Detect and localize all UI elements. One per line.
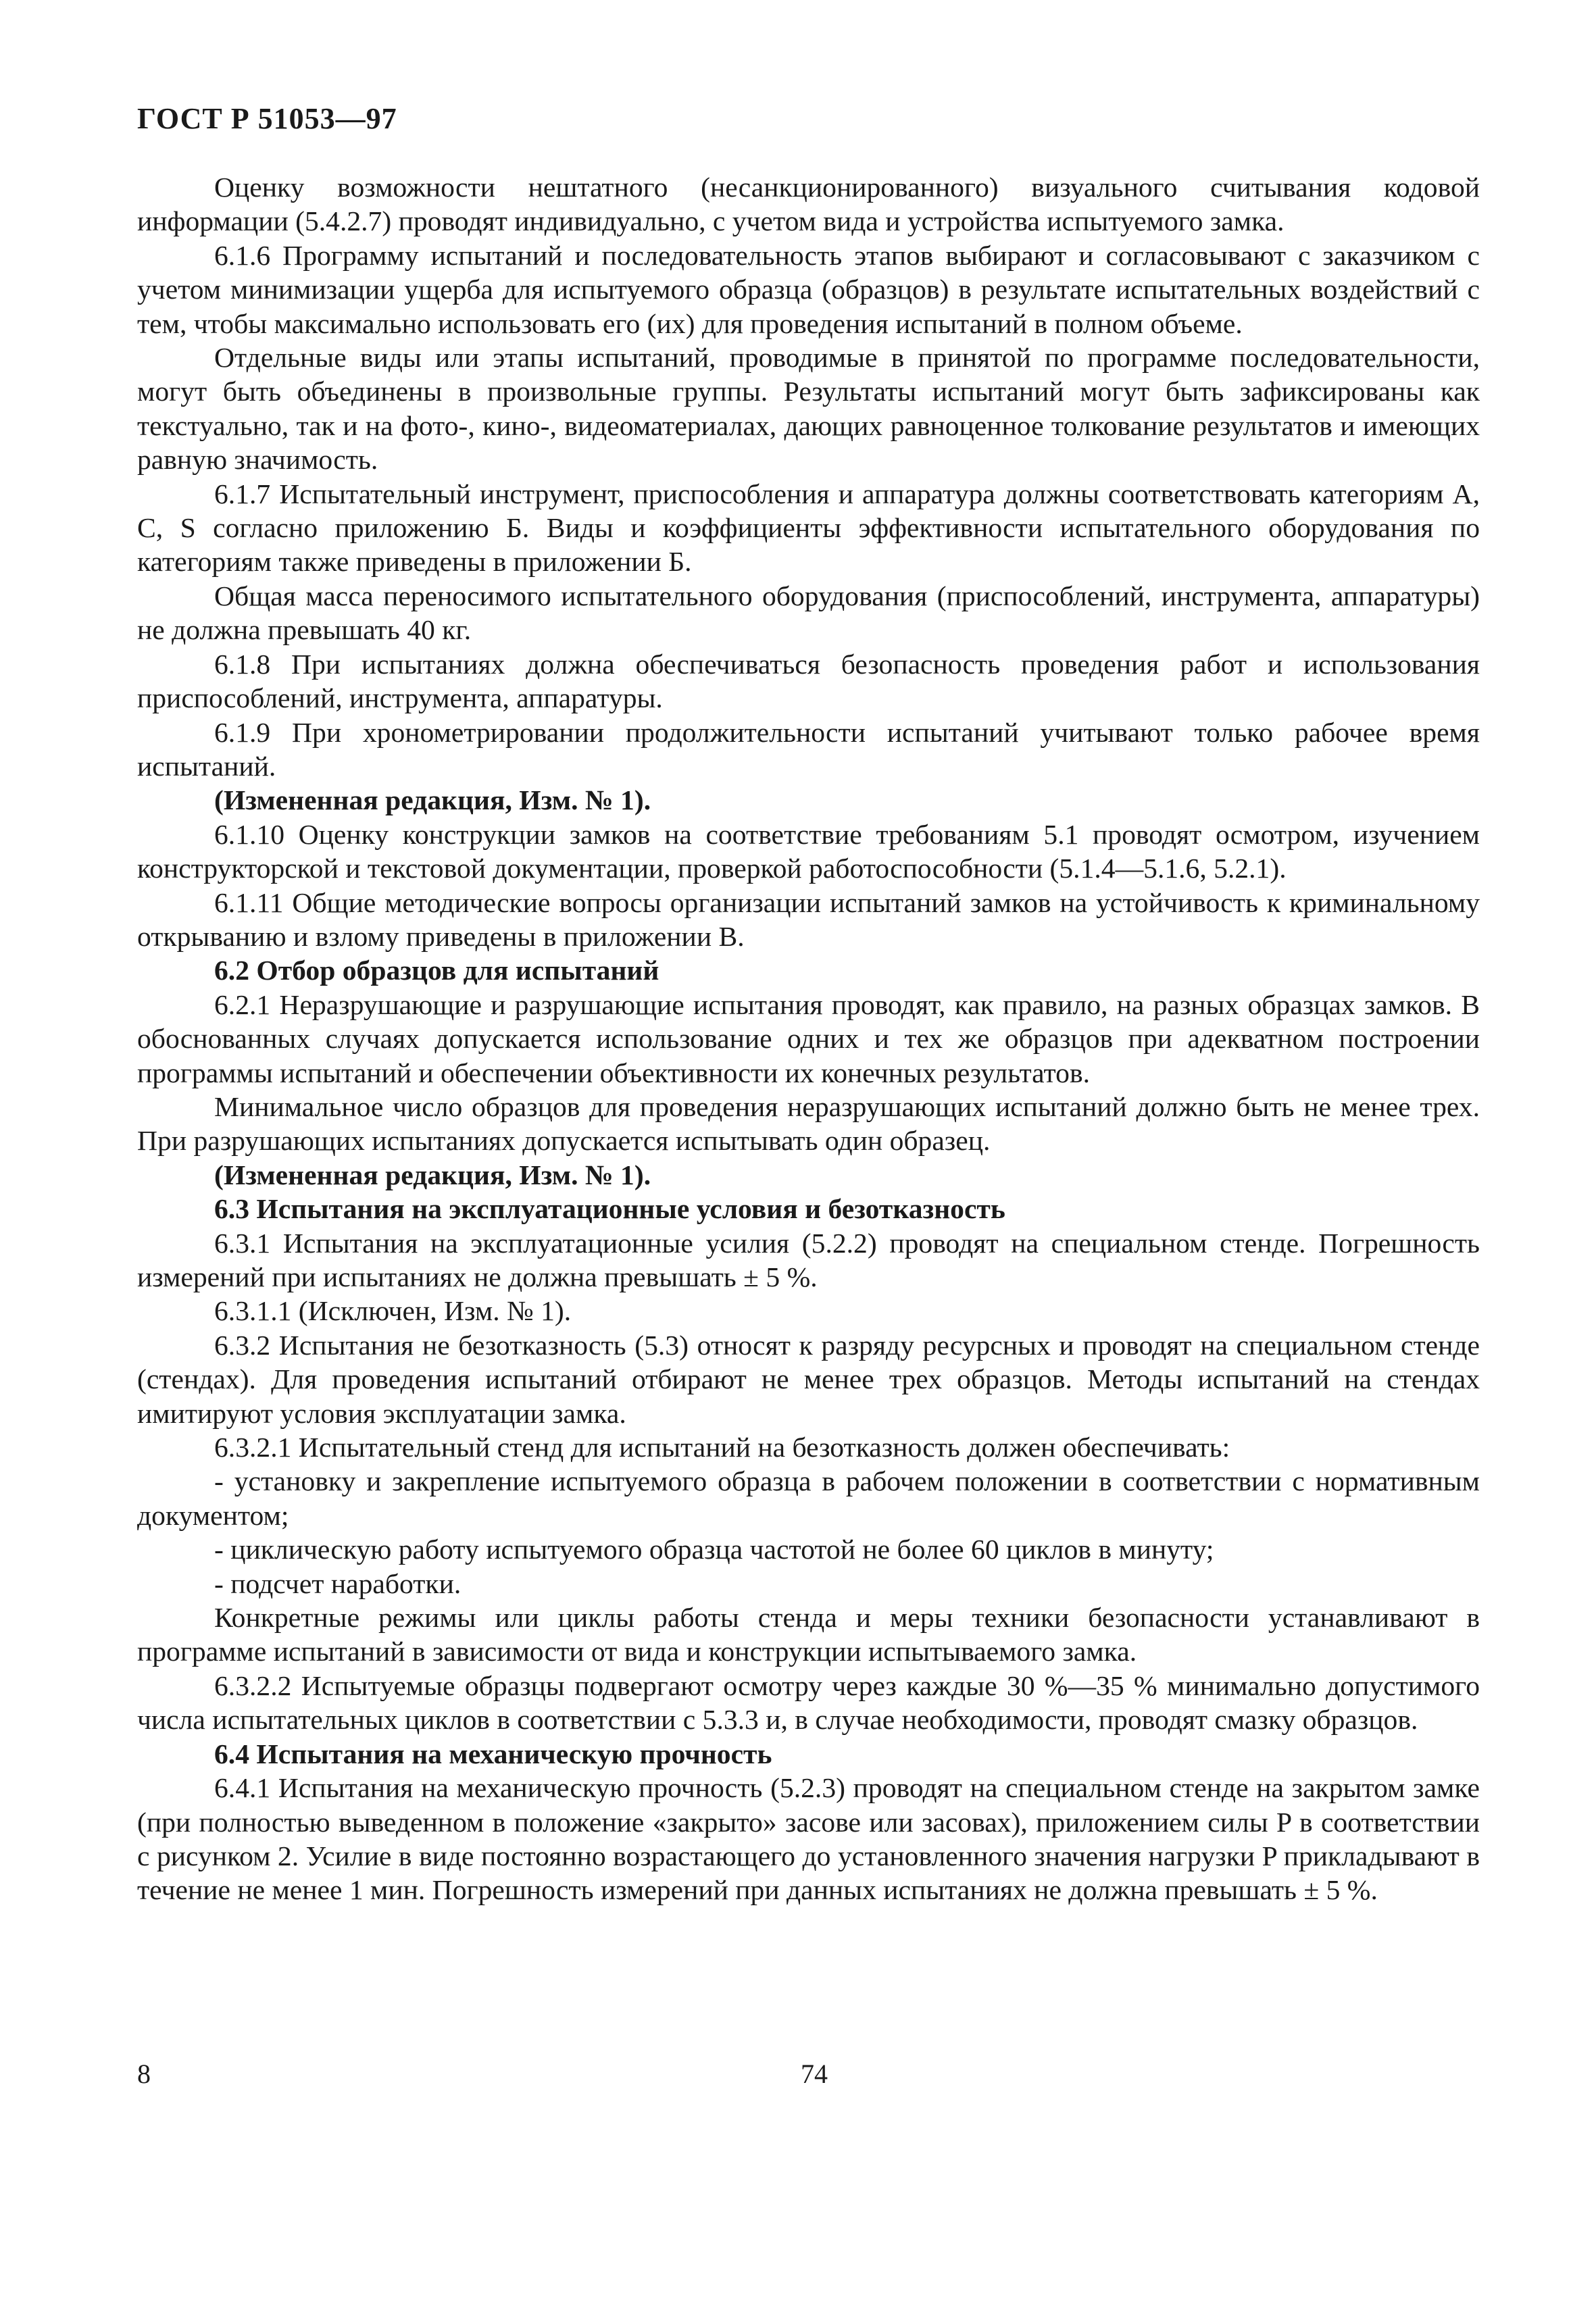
paragraph: 6.1.10 Оценку конструкции замков на соответствие требованиям 5.1 проводят осмотром, изучением конструкторской и текстовой документации, проверкой работоспособности (5.1.4—5.1.6, 5.2.1). (137, 818, 1480, 884)
list-item: - подсчет наработки. (214, 1567, 462, 1599)
paragraph: 6.2.1 Неразрушающие и разрушающие испытания проводят, как правило, на разных образцах замков. В обоснованных случаях допускается использование одних и тех же образцов при адекватном построении программы испытаний и обеспечении объективности их конечных результатов. (137, 988, 1480, 1088)
paragraph: 6.1.8 При испытаниях должна обеспечиваться безопасность проведения работ и использования приспособлений, инструмента, аппаратуры. (137, 648, 1480, 714)
paragraph: Общая масса переносимого испытательного оборудования (приспособлений, инструмента, аппаратуры) не должна превышать 40 кг. (137, 580, 1480, 646)
paragraph: Оценку возможности нештатного (несанкционированного) визуального считывания кодовой информации (5.4.2.7) проводят индивидуально, с учетом вида и устройства испытуемого замка. (137, 172, 1480, 237)
section-heading: 6.2 Отбор образцов для испытаний (214, 955, 659, 986)
amendment-note: (Измененная редакция, Изм. № 1). (214, 1159, 651, 1190)
paragraph: 6.4.1 Испытания на механическую прочность (5.2.3) проводят на специальном стенде на закрытом замке (при полностью выведенном в положение «закрыто» засове или засовах), приложением силы P в соответствии с рисунком 2. Усилие в виде постоянно возрастающего до установленного значения нагрузки P прикладывают в течение не менее 1 мин. Погрешность измерений при данных испытаниях не должна превышать ± 5 %. (137, 1772, 1480, 1906)
paragraph: 6.3.2.1 Испытательный стенд для испытаний на безотказность должен обеспечивать: (214, 1432, 1230, 1463)
paragraph: 6.3.1 Испытания на эксплуатационные усилия (5.2.2) проводят на специальном стенде. Погрешность измерений при испытаниях не должна превышать ± 5 %. (137, 1227, 1480, 1292)
paragraph: 6.1.11 Общие методические вопросы организации испытаний замков на устойчивость к криминальному открыванию и взлому приведены в приложении В. (137, 886, 1480, 952)
paragraph: 6.1.9 При хронометрировании продолжительности испытаний учитывают только рабочее время испытаний. (137, 716, 1480, 782)
page-number-center: 74 (801, 2059, 828, 2089)
paragraph: Минимальное число образцов для проведения неразрушающих испытаний должно быть не менее трех. При разрушающих испытаниях допускается испытывать один образец. (137, 1090, 1480, 1157)
amendment-note: (Измененная редакция, Изм. № 1). (214, 784, 651, 816)
paragraph: Конкретные режимы или циклы работы стенда и меры техники безопасности устанавливают в программе испытаний в зависимости от вида и конструкции испытываемого замка. (137, 1602, 1480, 1667)
section-heading: 6.3 Испытания на эксплуатационные условия и безотказность (214, 1193, 1005, 1225)
list-item: - установку и закрепление испытуемого образца в рабочем положении в соответствии с нормативным документом; (137, 1465, 1480, 1531)
paragraph: Отдельные виды или этапы испытаний, проводимые в принятой по программе последовательности, могут быть объединены в произвольные группы. Результаты испытаний могут быть зафиксированы как текстуально, так и на фото-, кино-, видеоматериалах, дающих равноценное толкование результатов и имеющих равную значимость. (137, 342, 1480, 476)
paragraph: 6.1.6 Программу испытаний и последовательность этапов выбирают и согласовывают с заказчиком с учетом минимизации ущерба для испытуемого образца (образцов) в результате испытательных воздействий с тем, чтобы максимально использовать его (их) для проведения испытаний в полном объеме. (137, 239, 1480, 339)
paragraph: 6.3.1.1 (Исключен, Изм. № 1). (214, 1295, 572, 1327)
page-number-left: 8 (137, 2059, 151, 2089)
paragraph: 6.3.2.2 Испытуемые образцы подвергают осмотру через каждые 30 %—35 % минимально допустимого числа испытательных циклов в соответствии с 5.3.3 и, в случае необходимости, проводят смазку образцов. (137, 1669, 1480, 1736)
document-body (137, 170, 1480, 1907)
document-header: ГОСТ Р 51053—97 (137, 102, 397, 135)
list-item: - циклическую работу испытуемого образца частотой не более 60 циклов в минуту; (214, 1534, 1214, 1565)
paragraph: 6.1.7 Испытательный инструмент, приспособления и аппаратура должны соответствовать категориям А, С, S согласно приложению Б. Виды и коэффициенты эффективности испытательного оборудования по категориям также приведены в приложении Б. (137, 478, 1480, 578)
paragraph: 6.3.2 Испытания не безотказность (5.3) относят к разряду ресурсных и проводят на специальном стенде (стендах). Для проведения испытаний отбирают не менее трех образцов. Методы испытаний на стендах имитируют условия эксплуатации замка. (137, 1329, 1480, 1429)
section-heading: 6.4 Испытания на механическую прочность (214, 1738, 772, 1769)
